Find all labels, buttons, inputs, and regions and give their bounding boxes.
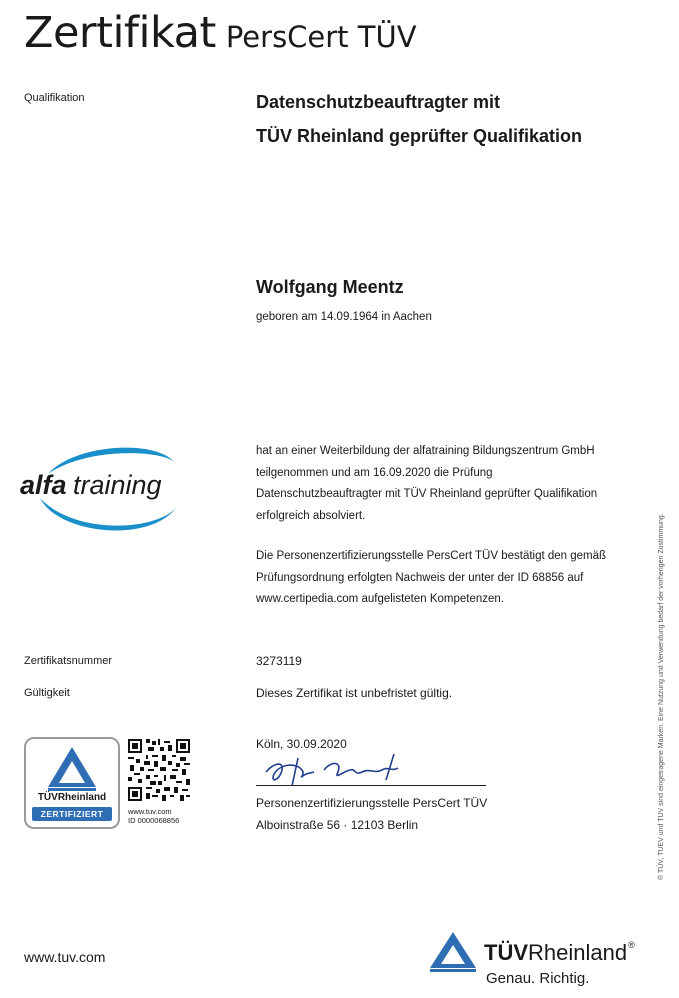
certificate-title — [24, 8, 417, 58]
badge-zertifiziert: ZERTIFIZIERT — [32, 807, 112, 821]
issuer-address: Alboinstraße 56 · 12103 Berlin — [256, 818, 419, 832]
para1-line: hat an einer Weiterbildung der alfatraining Bildungszentrum GmbH — [256, 445, 595, 457]
tuv-certified-badge — [24, 737, 120, 829]
title-sub: PersCert TÜV — [225, 20, 417, 54]
qualification-line-2: TÜV Rheinland geprüfter Qualifikation — [256, 126, 583, 146]
body-paragraph-1 — [256, 441, 656, 527]
tuv-triangle-icon — [26, 741, 118, 797]
holder-name: Wolfgang Meentz — [256, 277, 404, 297]
certificate-number: 3273119 — [256, 654, 302, 668]
para1-line: teilgenommen und am 16.09.2020 die Prüfung — [256, 466, 493, 479]
place-date: Köln, 30.09.2020 — [256, 737, 347, 751]
logo-training: training — [73, 470, 162, 500]
trademark-note: ® TÜV, TUEV und TUV sind eingetragene Marken. Eine Nutzung und Verwendung bedarf der vorherigen Zustimmung. — [658, 513, 665, 880]
title-main: Zertifikat — [24, 8, 216, 58]
badge-url: www.tuv.com — [128, 807, 172, 816]
qr-code-icon — [128, 739, 190, 801]
para1-line: erfolgreich absolviert. — [256, 509, 366, 522]
footer-brand — [484, 940, 635, 966]
tuv-logo-triangle-icon — [428, 930, 478, 972]
validity-label: Gültigkeit — [24, 687, 70, 699]
footer-brand-rest: Rheinland — [528, 940, 628, 965]
body-paragraph-2 — [256, 546, 656, 611]
footer-slogan: Genau. Richtig. — [486, 970, 590, 987]
issuer: Personenzertifizierungsstelle PersCert TÜV — [256, 796, 488, 810]
validity-value: Dieses Zertifikat ist unbefristet gültig. — [256, 686, 453, 700]
footer-brand-reg: ® — [628, 940, 635, 950]
para2-line: Die Personenzertifizierungsstelle PersCert TÜV bestätigt den gemäß — [256, 550, 607, 562]
badge-id: ID 0000068856 — [128, 816, 180, 825]
holder-birth: geboren am 14.09.1964 in Aachen — [256, 311, 432, 323]
qualification-line-1: Datenschutzbeauftragter mit — [256, 92, 501, 112]
alfatraining-logo — [18, 436, 183, 548]
logo-alfa: alfa — [20, 470, 67, 500]
qr-code-block — [126, 737, 210, 829]
footer-brand-bold: TÜV — [484, 940, 528, 965]
alfatraining-swoosh-icon — [18, 436, 183, 548]
para2-line: www.certipedia.com aufgelisteten Kompetenzen. — [256, 593, 505, 605]
para2-line: Prüfungsordnung erfolgten Nachweis der unter der ID 68856 auf — [256, 571, 584, 584]
handwritten-signature — [262, 750, 422, 788]
para1-line: Datenschutzbeauftragter mit TÜV Rheinland geprüfter Qualifikation — [256, 488, 598, 500]
qualification-label: Qualifikation — [24, 92, 85, 104]
signature-line — [256, 785, 486, 786]
badge-brand: TÜVRheinland — [37, 792, 107, 803]
certificate-number-label: Zertifikatsnummer — [24, 655, 113, 667]
footer-url: www.tuv.com — [24, 949, 106, 965]
